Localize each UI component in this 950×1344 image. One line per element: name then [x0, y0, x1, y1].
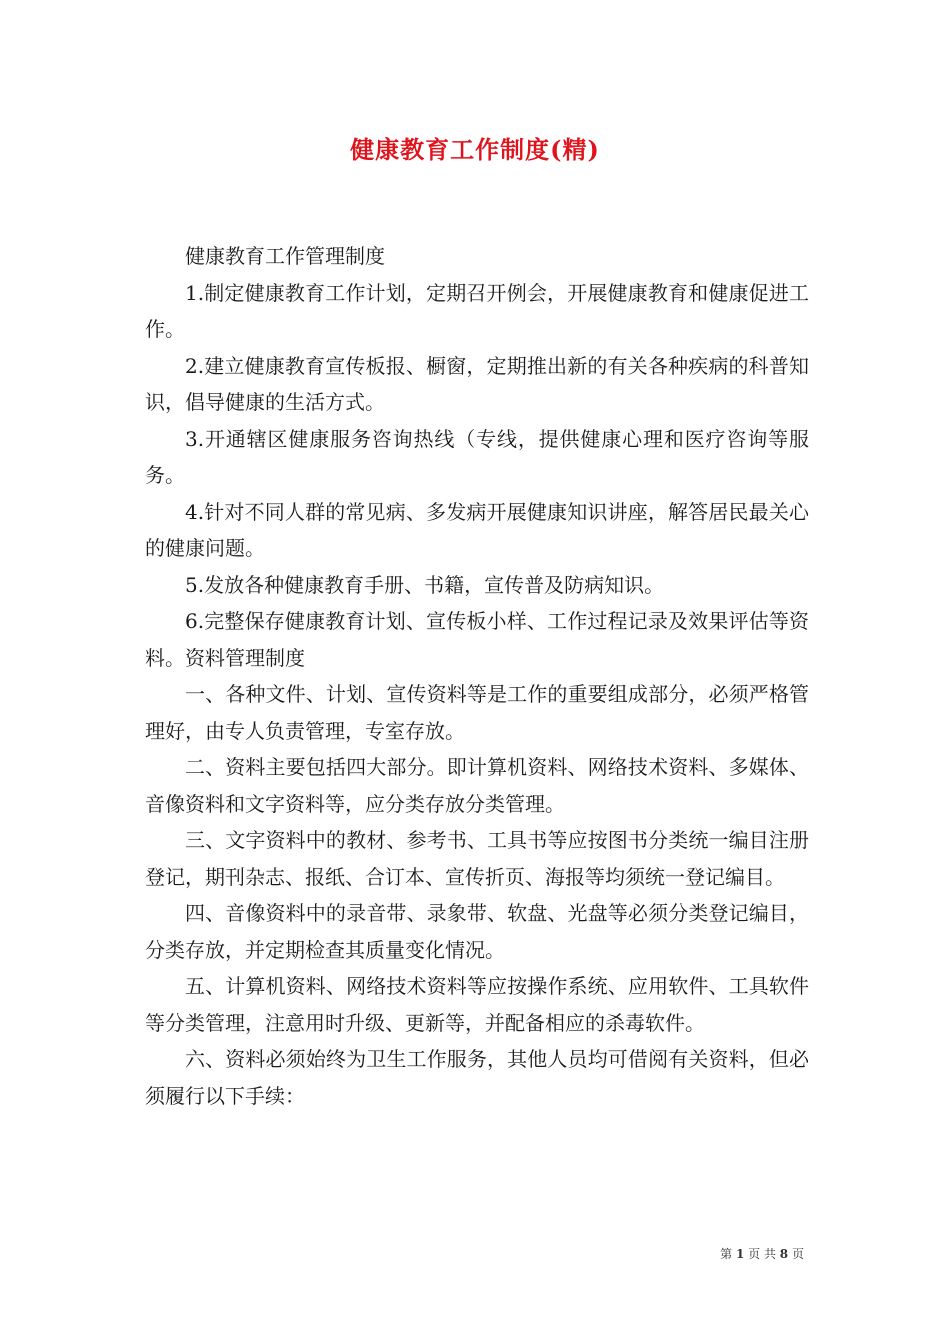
paragraph: 四、音像资料中的录音带、录象带、软盘、光盘等必须分类登记编目，分类存放，并定期检查其质量变化情况。 [145, 901, 809, 962]
paragraph: 健康教育工作管理制度 [185, 244, 385, 268]
paragraph: 3.开通辖区健康服务咨询热线（专线，提供健康心理和医疗咨询等服务。 [145, 426, 809, 487]
paragraph: 5.发放各种健康教育手册、书籍，宣传普及防病知识。 [185, 572, 665, 597]
footer-middle: 页 共 [748, 1247, 776, 1261]
document-body [145, 238, 809, 1114]
total-pages-number: 8 [779, 1247, 789, 1261]
current-page-number: 1 [735, 1247, 745, 1261]
paragraph: 6.完整保存健康教育计划、宣传板小样、工作过程记录及效果评估等资料。资料管理制度 [145, 609, 809, 670]
page-number-footer [720, 1246, 804, 1262]
paragraph: 4.针对不同人群的常见病、多发病开展健康知识讲座，解答居民最关心的健康问题。 [145, 499, 809, 560]
paragraph: 1.制定健康教育工作计划，定期召开例会，开展健康教育和健康促进工作。 [145, 280, 809, 341]
document-title: 健康教育工作制度(精) [350, 135, 600, 164]
footer-suffix: 页 [791, 1247, 804, 1261]
paragraph: 二、资料主要包括四大部分。即计算机资料、网络技术资料、多媒体、音像资料和文字资料等，应分类存放分类管理。 [145, 755, 809, 816]
paragraph: 五、计算机资料、网络技术资料等应按操作系统、应用软件、工具软件等分类管理，注意用时升级、更新等，并配备相应的杀毒软件。 [145, 974, 809, 1035]
paragraph: 一、各种文件、计划、宣传资料等是工作的重要组成部分，必须严格管理好，由专人负责管理，专室存放。 [145, 682, 809, 743]
paragraph: 三、文字资料中的教材、参考书、工具书等应按图书分类统一编目注册登记，期刊杂志、报纸、合订本、宣传折页、海报等均须统一登记编目。 [145, 828, 809, 889]
footer-prefix: 第 [720, 1247, 733, 1261]
paragraph: 2.建立健康教育宣传板报、橱窗，定期推出新的有关各种疾病的科普知识，倡导健康的生活方式。 [145, 353, 809, 414]
paragraph: 六、资料必须始终为卫生工作服务，其他人员均可借阅有关资料，但必须履行以下手续： [145, 1047, 809, 1108]
